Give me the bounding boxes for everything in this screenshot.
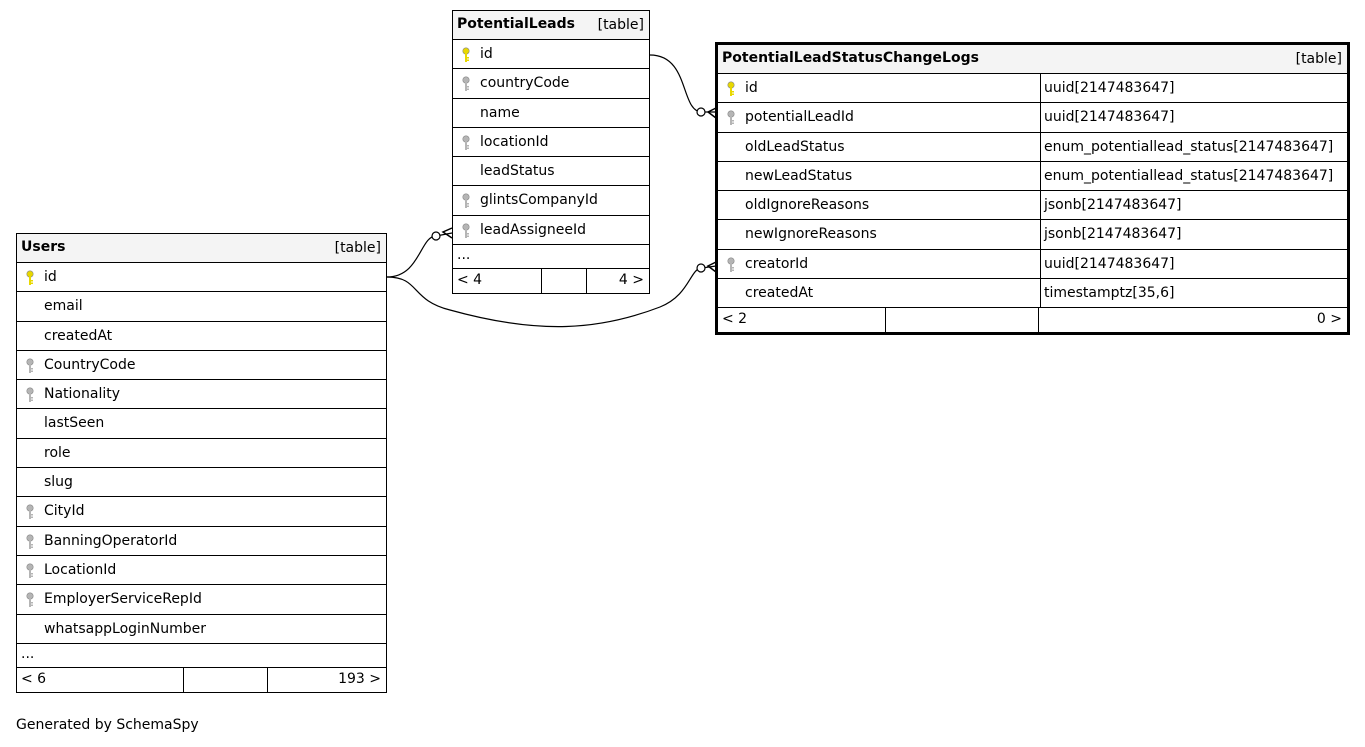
parents-link[interactable]: < 6	[21, 670, 47, 687]
column-name: BanningOperatorId	[44, 532, 178, 549]
column-row[interactable]	[17, 351, 386, 380]
column-name: locationId	[480, 133, 549, 150]
column-row[interactable]	[718, 250, 1347, 279]
foreign-key-icon	[25, 534, 35, 550]
column-divider	[1040, 279, 1041, 308]
foreign-key-icon	[25, 504, 35, 520]
column-type: jsonb[2147483647]	[1044, 197, 1182, 214]
column-row[interactable]	[453, 186, 649, 215]
footer-divider	[586, 269, 587, 293]
foreign-key-icon	[461, 76, 471, 92]
column-row[interactable]	[718, 103, 1347, 132]
foreign-key-icon	[25, 592, 35, 608]
column-row[interactable]	[718, 74, 1347, 103]
link-optional-marker	[697, 108, 705, 116]
primary-key-icon	[726, 81, 736, 97]
foreign-key-icon	[726, 110, 736, 126]
column-type: uuid[2147483647]	[1044, 109, 1175, 126]
column-list	[17, 263, 386, 644]
column-type: uuid[2147483647]	[1044, 255, 1175, 272]
column-divider	[1040, 191, 1041, 220]
foreign-key-icon	[25, 387, 35, 403]
column-type: enum_potentiallead_status[2147483647]	[1044, 138, 1334, 155]
column-name: createdAt	[745, 285, 814, 302]
table-kind: [table]	[334, 240, 381, 256]
column-name: creatorId	[745, 255, 809, 272]
column-row[interactable]	[17, 263, 386, 292]
column-row[interactable]	[17, 292, 386, 321]
more-columns	[453, 245, 649, 269]
column-name: id	[44, 269, 57, 285]
column-row[interactable]	[453, 128, 649, 157]
foreign-key-icon	[461, 193, 471, 209]
table-potentialleadstatuschangelogs[interactable]	[715, 42, 1350, 335]
table-footer	[453, 269, 649, 293]
children-link[interactable]: 193 >	[338, 670, 381, 687]
column-row[interactable]	[17, 439, 386, 468]
column-row[interactable]	[17, 497, 386, 526]
column-row[interactable]	[453, 40, 649, 69]
column-type: timestamptz[35,6]	[1044, 285, 1175, 302]
column-list	[718, 74, 1347, 308]
column-row[interactable]	[718, 279, 1347, 308]
table-kind: [table]	[597, 17, 644, 33]
table-users[interactable]	[16, 233, 387, 693]
foreign-key-icon	[25, 563, 35, 579]
column-row[interactable]	[17, 468, 386, 497]
column-name: EmployerServiceRepId	[44, 591, 202, 608]
foreign-key-icon	[25, 358, 35, 374]
table-header	[453, 11, 649, 40]
footer-divider	[541, 269, 542, 293]
footer-divider	[267, 668, 268, 692]
column-divider	[1040, 162, 1041, 191]
column-name: role	[44, 444, 71, 461]
column-name: CityId	[44, 503, 85, 520]
children-link[interactable]: 0 >	[1316, 311, 1342, 328]
column-divider	[1040, 133, 1041, 162]
table-kind: [table]	[1295, 51, 1342, 67]
column-row[interactable]	[17, 322, 386, 351]
footer-divider	[183, 668, 184, 692]
column-name: createdAt	[44, 327, 113, 344]
column-name: id	[745, 80, 758, 96]
column-row[interactable]	[17, 527, 386, 556]
column-row[interactable]	[718, 133, 1347, 162]
column-name: oldIgnoreReasons	[745, 197, 870, 214]
column-name: id	[480, 46, 493, 62]
column-divider	[1040, 74, 1041, 103]
more-columns-label: ...	[21, 645, 35, 662]
column-type: enum_potentiallead_status[2147483647]	[1044, 167, 1334, 184]
foreign-key-icon	[461, 223, 471, 239]
column-divider	[1040, 103, 1041, 132]
column-row[interactable]	[17, 615, 386, 644]
column-name: countryCode	[480, 75, 570, 92]
more-columns	[17, 644, 386, 668]
more-columns-label: ...	[457, 247, 471, 264]
column-row[interactable]	[718, 220, 1347, 249]
column-name: leadAssigneeId	[480, 221, 587, 238]
parents-link[interactable]: < 4	[457, 272, 483, 289]
column-row[interactable]	[718, 162, 1347, 191]
column-list	[453, 40, 649, 245]
column-name: LocationId	[44, 561, 117, 578]
column-name: newIgnoreReasons	[745, 226, 877, 243]
column-name: CountryCode	[44, 356, 136, 373]
table-name[interactable]: Users	[21, 239, 66, 255]
column-type: jsonb[2147483647]	[1044, 226, 1182, 243]
link-optional-marker	[432, 232, 440, 240]
table-header	[718, 45, 1347, 74]
column-name: whatsappLoginNumber	[44, 620, 207, 637]
column-row[interactable]	[453, 216, 649, 245]
parents-link[interactable]: < 2	[722, 311, 748, 328]
column-name: lastSeen	[44, 415, 105, 432]
column-name: Nationality	[44, 386, 121, 403]
column-name: potentialLeadId	[745, 109, 854, 126]
foreign-key-icon	[726, 257, 736, 273]
link-users-to-potentialleads	[387, 233, 452, 277]
primary-key-icon	[25, 270, 35, 286]
column-divider	[1040, 250, 1041, 279]
table-header	[17, 234, 386, 263]
table-footer	[718, 308, 1347, 332]
table-name[interactable]: PotentialLeads	[457, 16, 575, 32]
column-type: uuid[2147483647]	[1044, 80, 1175, 96]
column-row[interactable]	[718, 191, 1347, 220]
column-row[interactable]	[17, 556, 386, 585]
link-potentiallead-to-logs	[650, 55, 716, 112]
column-name: name	[480, 104, 520, 121]
column-name: slug	[44, 474, 73, 491]
table-name[interactable]: PotentialLeadStatusChangeLogs	[722, 50, 979, 66]
column-row[interactable]	[453, 69, 649, 98]
column-name: leadStatus	[480, 163, 555, 180]
column-divider	[1040, 220, 1041, 249]
primary-key-icon	[461, 47, 471, 63]
column-row[interactable]	[453, 99, 649, 128]
column-row[interactable]	[453, 157, 649, 186]
column-name: oldLeadStatus	[745, 138, 845, 155]
column-row[interactable]	[17, 585, 386, 614]
column-row[interactable]	[17, 409, 386, 438]
column-name: newLeadStatus	[745, 167, 853, 184]
column-name: email	[44, 298, 83, 315]
column-row[interactable]	[17, 380, 386, 409]
footer-divider	[885, 308, 886, 332]
children-link[interactable]: 4 >	[618, 272, 644, 289]
link-optional-marker	[697, 264, 705, 272]
table-potentialleads[interactable]	[452, 10, 650, 294]
table-footer	[17, 668, 386, 692]
foreign-key-icon	[461, 135, 471, 151]
column-name: glintsCompanyId	[480, 192, 598, 209]
footer-divider	[1038, 308, 1039, 332]
generator-credit: Generated by SchemaSpy	[16, 717, 199, 733]
